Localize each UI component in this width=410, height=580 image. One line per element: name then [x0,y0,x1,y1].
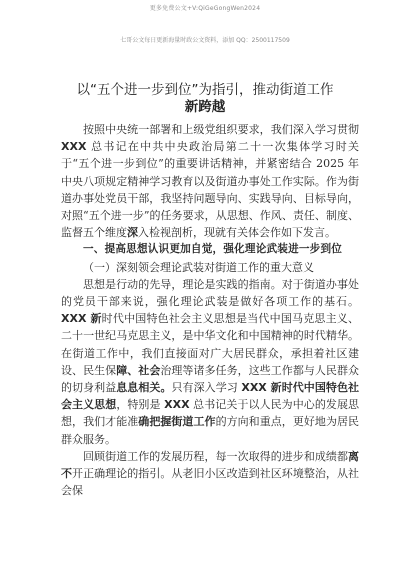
text-run: 入检视剖析，现就有关体会作如下发言。 [138,226,336,240]
text-run: 的方向和重点，更好地为居民群众服务。 [61,415,360,446]
text-run-bold: XXX 新时代中国特色社会主义思想 [61,381,360,412]
text-run: 思想是行动的先导，理论是实践的指南。对于街道办事处的党员干部来说，强化理论武装是做好各项工作的基石。 [61,277,359,309]
title-line-1: 以“五个进一步到位”为指引，推动街道工作 [76,82,334,98]
text-run-bold: 障、社会 [116,363,161,377]
header-notice: 七哥公文每日更新海量时政公文资料，添加 QQ：2500117509 [120,37,290,44]
text-run: ，特别是 [116,398,165,412]
article-title [30,82,380,116]
text-run-bold: 深 [127,226,138,240]
text-run: 按照中央统一部署和上级党组织要求，我们深入学习贯彻 [83,123,359,136]
text-run-bold: XXX 新 [61,312,102,326]
text-run: 只有深入学习 [171,381,242,395]
text-run-bold: XXX [164,398,190,412]
text-run-bold: 确把握街道工作 [138,415,216,429]
text-run: 回顾街道工作的发展历程，每一次取得的进步和成绩都 [83,449,348,463]
text-run: 治理等诸多任务，这些工作都与人民群众的切身利益 [61,363,360,395]
article-body [61,121,359,499]
section-heading-1: 一、提高思想认识更加自觉，强化理论武装进一步到位 [83,243,343,256]
text-run-bold: 离不 [61,449,359,481]
paragraph-theory [61,276,359,448]
text-run-bold: XXX [61,140,87,154]
text-run: 总书记关于以人民为中心的发展思想，我们才能准 [61,398,360,429]
title-line-2: 新跨越 [184,99,226,115]
paragraph-history [61,448,359,500]
paragraph-intro [61,121,359,241]
text-run: 时代中国特色社会主义思想是当代中国马克思主义、二十一世纪马克思主义，是中华文化和中国精神的时代精华。在街道工作中，我们直接面对广大居民群众，承担着社区建设、民生保 [61,312,359,377]
text-run-bold: 息息相关。 [116,381,172,395]
subsection-heading-1: （一）深刻领会理论武装对街道工作的重大意义 [83,260,314,274]
text-run: 开正确理论的指引。从老旧小区改造到社区环境整治，从社会保 [61,467,360,498]
text-run: 总书记在中共中央政治局第二十一次集体学习时关于“五个进一步到位”的重要讲话精神，并紧密结合 2025 年中央八项规定精神学习教育以及街道办事处工作实际。作为街道办事处党员干部，我坚持问题导向、实践导向、目标导向，对照“五个进一步”的任务要求，从思想、作风、责任、制度、监督五个维度 [61,140,359,240]
header-link[interactable]: 更多免费公文+V:QiGeGongWen2024 [149,5,261,12]
